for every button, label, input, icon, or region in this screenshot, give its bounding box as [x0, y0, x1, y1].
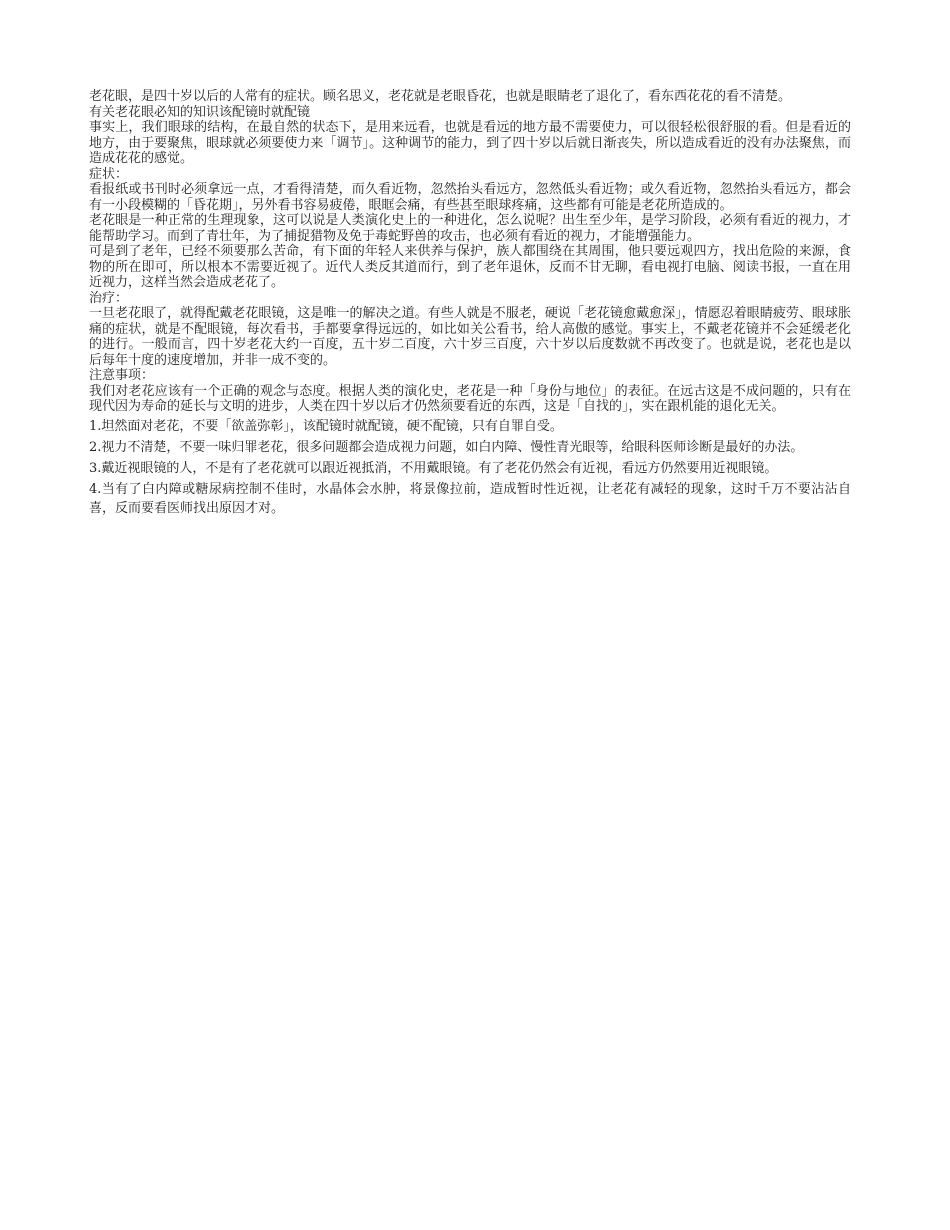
- article-title: 有关老花眼必知的知识该配镜时就配镜: [89, 104, 311, 120]
- intro-paragraph: 老花眼，是四十岁以后的人常有的症状。顾名思义，老花就是老眼昏花，也就是眼睛老了退化了，看东西花花的看不清楚。: [89, 89, 792, 104]
- note-item-4: 4.当有了白内障或糖尿病控制不佳时，水晶体会水肿，将景像拉前，造成暂时性近视，让老花有减轻的现象，这时千万不要沾沾自喜，反而要看医师找出原因才对。: [89, 481, 851, 516]
- old-age-paragraph: 可是到了老年，已经不须要那么苦命，有下面的年轻人来供养与保护，族人都围绕在其周围，他只要远观四方，找出危险的来源，食物的所在即可，所以根本不需要近视了。近代人类反其道而行，到了老年退休，反而不甘无聊，看电视打电脑、阅读书报，一直在用近视力，这样当然会造成老花了。: [89, 244, 851, 290]
- structure-paragraph: 事实上，我们眼球的结构，在最自然的状态下，是用来远看，也就是看远的地方最不需要使力，可以很轻松很舒服的看。但是看近的地方，由于要聚焦，眼球就必须要使力来「调节」。这种调节的能力，到了四十岁以后就日渐丧失，所以造成看近的没有办法聚焦，而造成花花的感觉。: [89, 120, 851, 166]
- treatment-heading: 治疗：: [89, 290, 129, 306]
- symptoms-heading: 症状：: [89, 166, 129, 182]
- notes-paragraph: 我们对老花应该有一个正确的观念与态度。根据人类的演化史，老花是一种「身份与地位」的表征。在远古这是不成问题的，只有在现代因为寿命的延长与文明的进步，人类在四十岁以后才仍然须要看近的东西，这是「自找的」，实在跟机能的退化无关。: [89, 383, 851, 414]
- note-item-1: 1.坦然面对老花，不要「欲盖弥彰」，该配镜时就配镜，硬不配镜，只有自罪自受。: [89, 418, 563, 434]
- note-item-3: 3.戴近视眼镜的人，不是有了老花就可以跟近视抵消，不用戴眼镜。有了老花仍然会有近视，看远方仍然要用近视眼镜。: [89, 460, 778, 476]
- notes-heading: 注意事项：: [89, 368, 155, 383]
- evolution-paragraph: 老花眼是一种正常的生理现象，这可以说是人类演化史上的一种进化，怎么说呢？出生至少年，是学习阶段，必须有看近的视力，才能帮助学习。而到了青壮年，为了捕捉猎物及免于毒蛇野兽的攻击，也必须有看近的视力，才能增强能力。: [89, 213, 851, 244]
- treatment-paragraph: 一旦老花眼了，就得配戴老花眼镜，这是唯一的解决之道。有些人就是不服老，硬说「老花镜愈戴愈深」，情愿忍着眼睛疲劳、眼球胀痛的症状，就是不配眼镜，每次看书，手都要拿得远远的，如比如关公看书，给人高傲的感觉。事实上，不戴老花镜并不会延缓老化的进行。一般而言，四十岁老花大约一百度，五十岁二百度，六十岁三百度，六十岁以后度数就不再改变了。也就是说，老花也是以后每年十度的速度增加，并非一成不变的。: [89, 306, 851, 368]
- symptoms-paragraph: 看报纸或书刊时必须拿远一点，才看得清楚，而久看近物，忽然抬头看远方，忽然低头看近物；或久看近物，忽然抬头看远方，都会有一小段模糊的「昏花期」，另外看书容易疲倦，眼眶会痛，有些甚至眼球疼痛，这些都有可能是老花所造成的。: [89, 182, 851, 213]
- note-item-2: 2.视力不清楚，不要一味归罪老花，很多问题都会造成视力问题，如白内障、慢性青光眼等，给眼科医师诊断是最好的办法。: [89, 439, 804, 455]
- document-body: [89, 89, 851, 518]
